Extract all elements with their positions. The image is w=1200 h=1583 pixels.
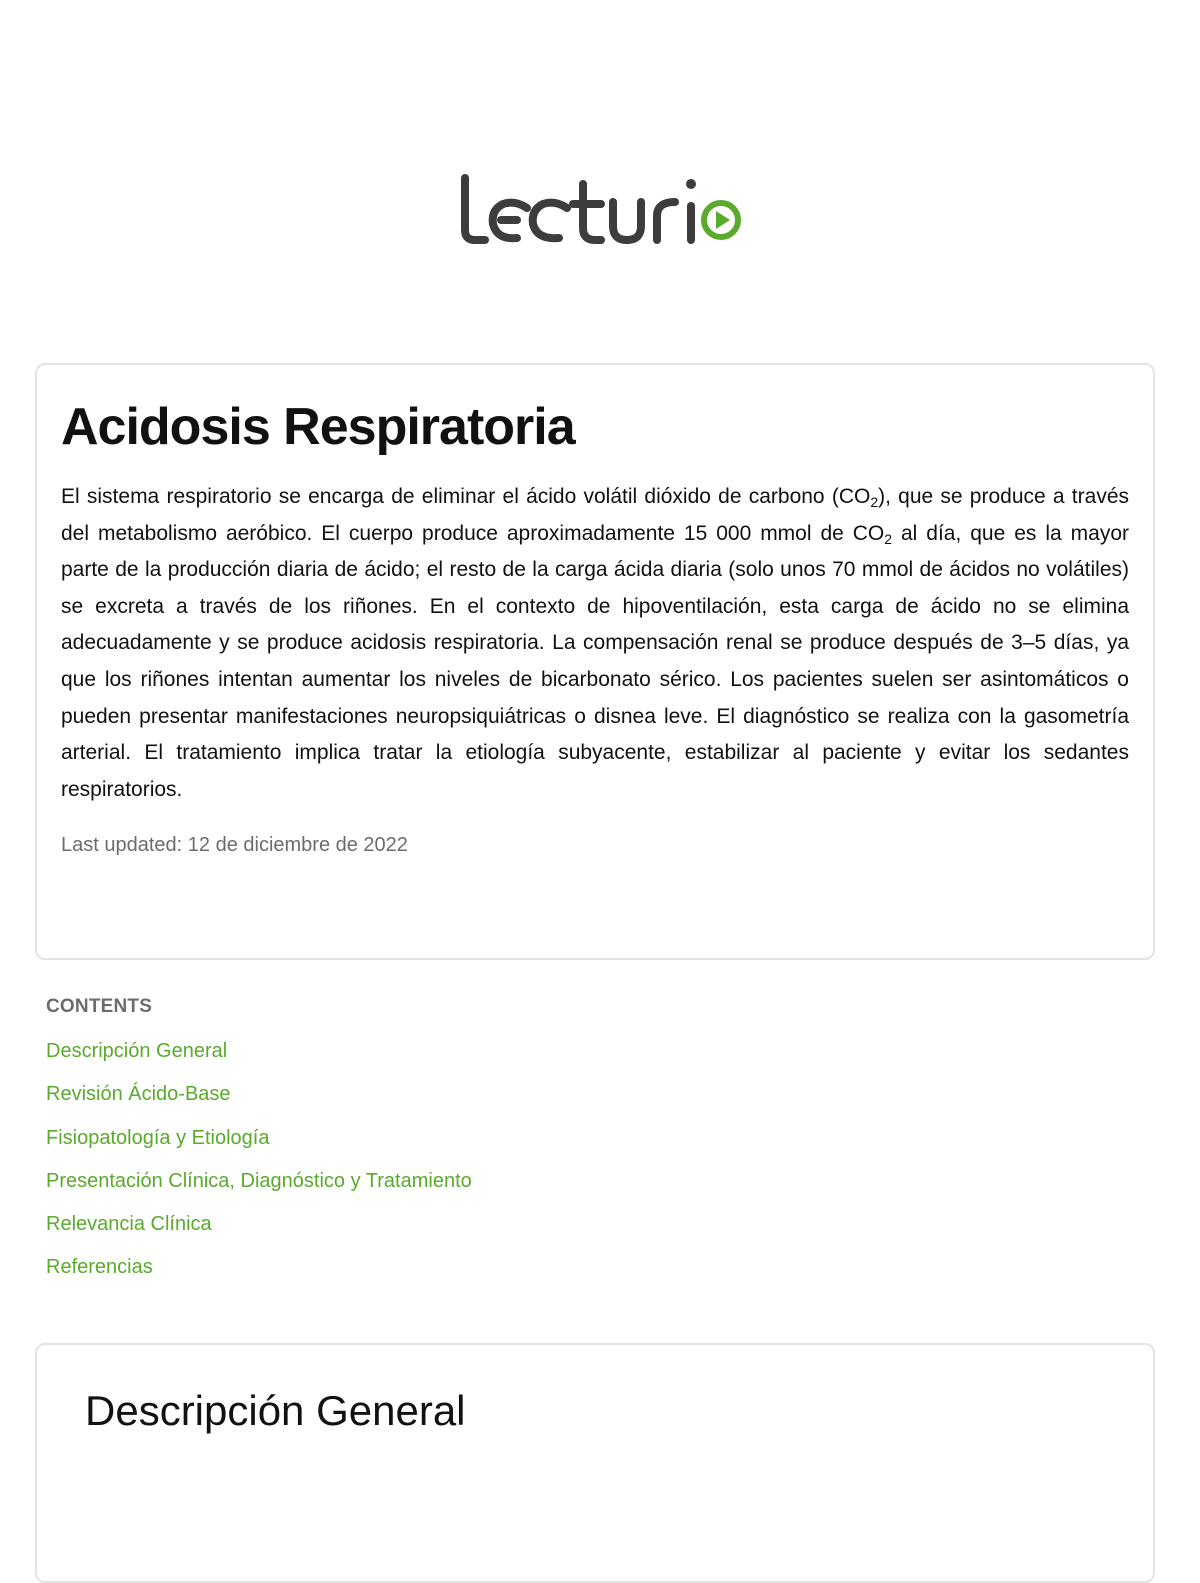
section-title: Descripción General [85,1387,466,1434]
toc-link-revision-acido-base[interactable]: Revisión Ácido-Base [46,1083,231,1106]
toc-link-presentacion-clinica[interactable]: Presentación Clínica, Diagnóstico y Tratamiento [46,1169,472,1192]
page-title: Acidosis Respiratoria [61,398,575,456]
contents-list [46,1040,746,1300]
section-card-descripcion-general [35,1343,1155,1583]
last-updated: Last updated: 12 de diciembre de 2022 [61,834,408,857]
toc-link-relevancia-clinica[interactable]: Relevancia Clínica [46,1213,212,1236]
summary-text-1: El sistema respiratorio se encarga de eliminar el ácido volátil dióxido de carbono (CO [61,485,871,508]
toc-link-referencias[interactable]: Referencias [46,1256,153,1279]
summary-subscript-1: 2 [870,494,879,510]
contents-heading: CONTENTS [46,996,153,1017]
toc-link-descripcion-general[interactable]: Descripción General [46,1040,228,1062]
summary-text-3: al día, que es la mayor parte de la producción diaria de ácido; el resto de la carga ácida diaria (solo unos 70 mmol de ácidos no volátiles) se excreta a través de los riñones. En el contexto de hipoventilación, esta carga de ácido no se elimina adecuadamente y se produce acidosis respiratoria. La compensación renal se produce después de 3–5 días, ya que los riñones intentan aumentar los niveles de bicarbonato sérico. Los pacientes suelen ser asintomáticos o pueden presentar manifestaciones neuropsiquiátricas o disnea leve. El diagnóstico se realiza con la gasometría arterial. El tratamiento implica tratar la etiología subyacente, estabilizar al paciente y evitar los sedantes respiratorios. [61,521,1129,801]
article-summary-card [35,363,1155,960]
lecturio-logo [0,170,1200,260]
summary-text-2: ), que se produce a través del metabolismo aeróbico. El cuerpo produce aproximadamente 15 000 mmol de CO [61,485,1129,545]
summary-subscript-2: 2 [884,530,893,547]
table-of-contents [46,996,746,1300]
toc-link-fisiopatologia-etiologia[interactable]: Fisiopatología y Etiología [46,1126,270,1149]
article-summary [61,479,1129,808]
lecturio-logo-graphic [455,170,745,250]
